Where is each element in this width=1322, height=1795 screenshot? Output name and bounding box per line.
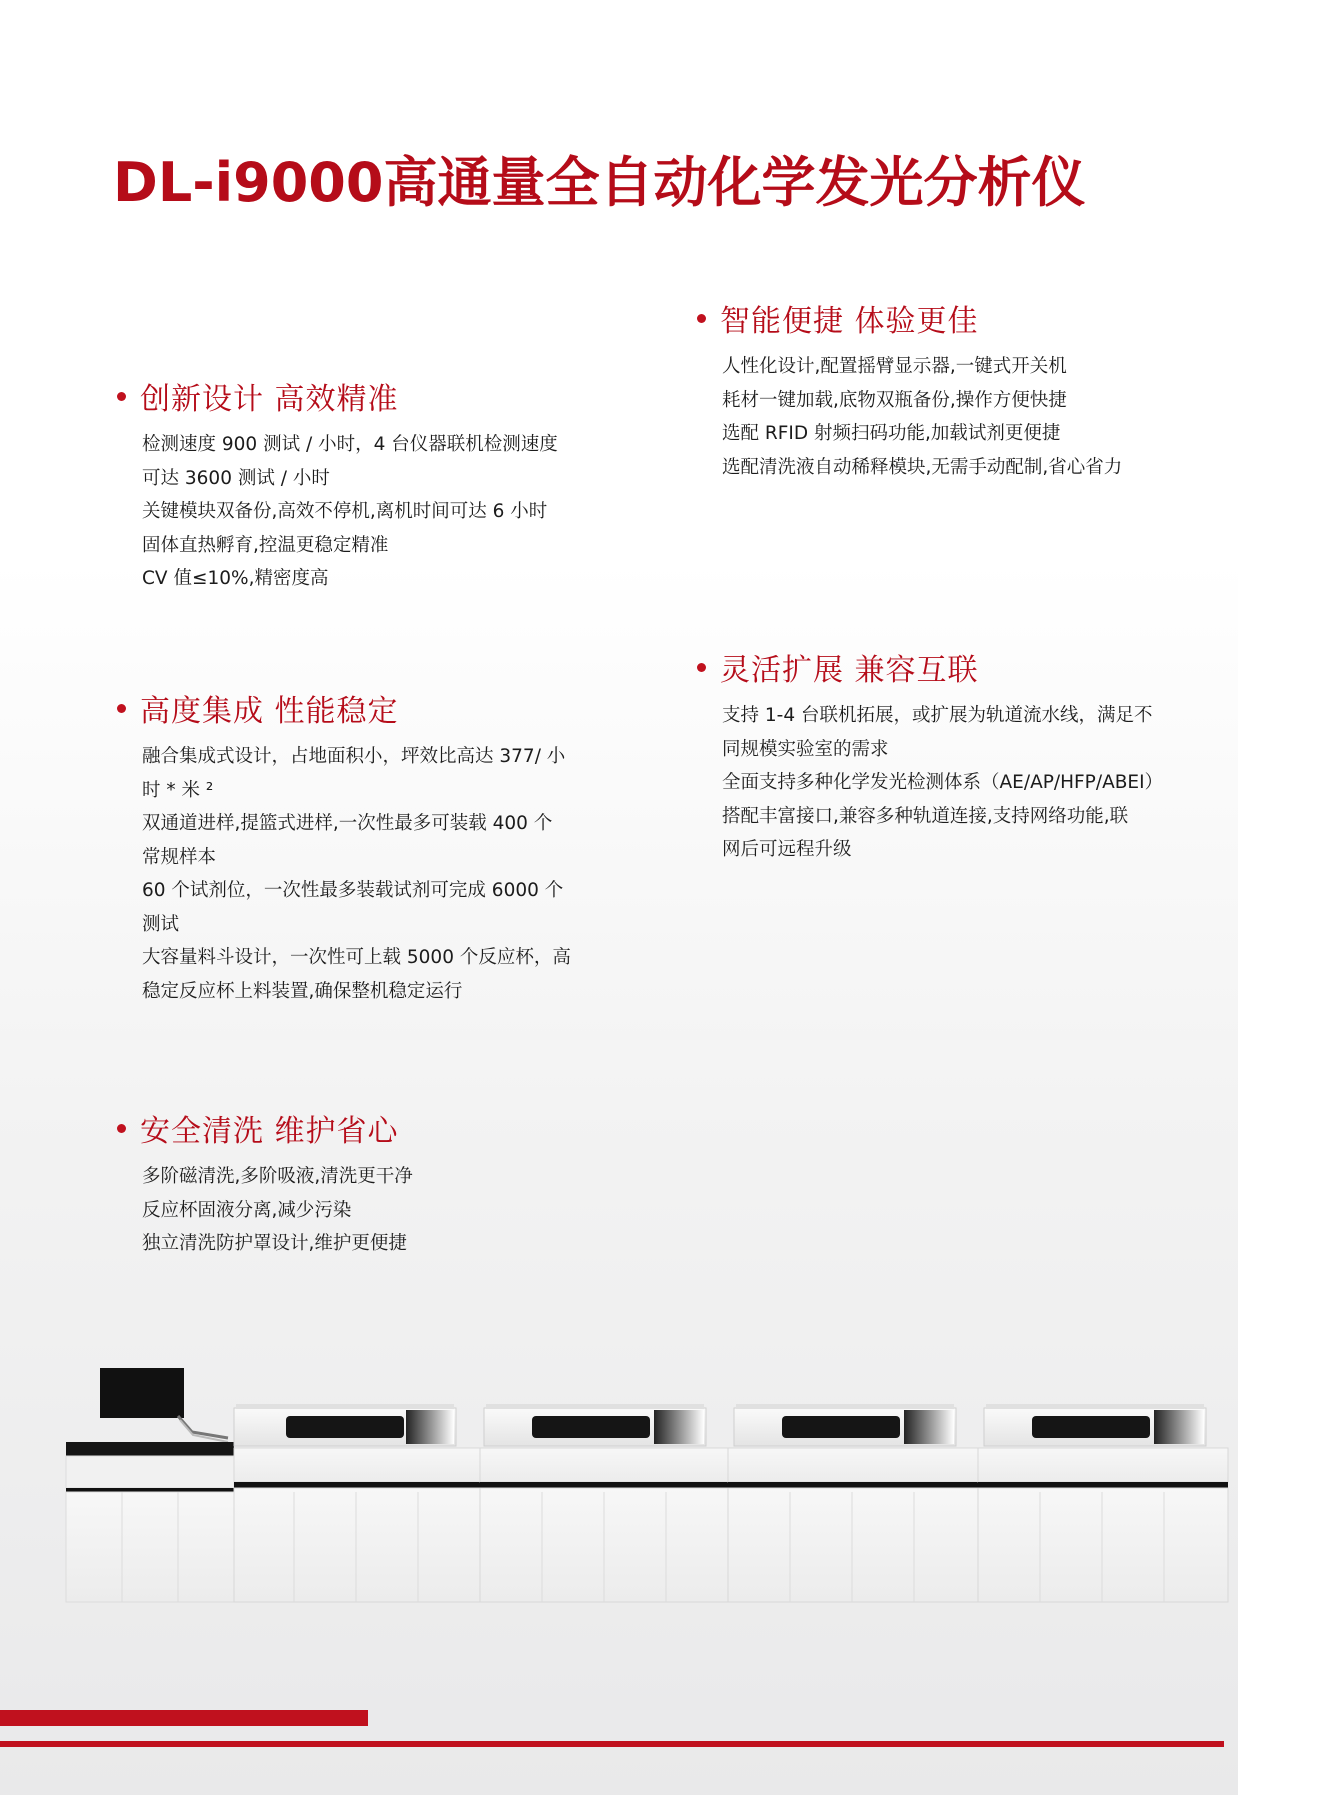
feature-line: 可达 3600 测试 / 小时 (142, 467, 330, 489)
feature-list (722, 350, 1122, 484)
analyzer-unit-4 (978, 1404, 1228, 1602)
bullet-dot-icon (117, 704, 126, 713)
feature-line: 稳定反应杯上料装置,确保整机稳定运行 (142, 980, 463, 1002)
section-integration (117, 684, 571, 1008)
feature-line: 反应杯固液分离,减少污染 (142, 1199, 352, 1221)
feature-line: 多阶磁清洗,多阶吸液,清洗更干净 (142, 1166, 413, 1187)
feature-line: 融合集成式设计，占地面积小，坪效比高达 377/ 小 (142, 746, 566, 767)
decorative-red-bar (0, 1710, 368, 1726)
feature-line: 固体直热孵育,控温更稳定精准 (142, 534, 389, 556)
feature-line: 网后可远程升级 (722, 839, 852, 860)
section-header (117, 684, 571, 732)
feature-line: 关键模块双备份,高效不停机,离机时间可达 6 小时 (142, 501, 548, 522)
feature-line: 人性化设计,配置摇臂显示器,一键式开关机 (722, 356, 1067, 377)
section-header (117, 372, 558, 420)
section-flexible (697, 643, 1163, 867)
feature-line: 同规模实验室的需求 (722, 738, 889, 760)
analyzer-unit-2 (480, 1404, 728, 1602)
analyzer-unit-3 (728, 1404, 978, 1602)
feature-line: CV 值≤10%,精密度高 (142, 568, 329, 589)
feature-line: 选配清洗液自动稀释模块,无需手动配制,省心省力 (722, 456, 1123, 478)
feature-line: 大容量料斗设计，一次性可上载 5000 个反应杯，高 (142, 947, 571, 968)
feature-line: 60 个试剂位，一次性最多装载试剂可完成 6000 个 (142, 880, 564, 901)
analyzer-unit-1 (234, 1404, 480, 1602)
feature-line: 耗材一键加载,底物双瓶备份,操作方便快捷 (722, 389, 1067, 411)
feature-line: 独立清洗防护罩设计,维护更便捷 (142, 1233, 407, 1254)
bullet-dot-icon (117, 392, 126, 401)
bullet-dot-icon (697, 663, 706, 672)
feature-line: 支持 1-4 台联机拓展，或扩展为轨道流水线，满足不 (722, 705, 1153, 726)
section-header (697, 643, 1163, 691)
page-title: DL-i9000高通量全自动化学发光分析仪 (113, 151, 1086, 214)
feature-line: 常规样本 (142, 846, 217, 868)
section-title: 创新设计 高效精准 (140, 382, 399, 417)
feature-list (142, 740, 571, 1008)
sample-loader-module (66, 1442, 234, 1602)
section-header (697, 294, 1122, 342)
bullet-dot-icon (697, 314, 706, 323)
feature-line: 搭配丰富接口,兼容多种轨道连接,支持网络功能,联 (722, 805, 1129, 827)
section-title: 智能便捷 体验更佳 (720, 304, 979, 339)
feature-line: 时 * 米 ² (142, 779, 214, 801)
analyzer-illustration (60, 1368, 1238, 1603)
right-margin-strip (1238, 0, 1322, 1795)
section-smart (697, 294, 1122, 484)
decorative-red-line (0, 1741, 1224, 1747)
feature-list (722, 699, 1163, 867)
feature-line: 选配 RFID 射频扫码功能,加载试剂更便捷 (722, 423, 1061, 444)
feature-line: 检测速度 900 测试 / 小时，4 台仪器联机检测速度 (142, 434, 558, 455)
section-cleaning (117, 1104, 413, 1261)
feature-list (142, 1160, 413, 1261)
bullet-dot-icon (117, 1124, 126, 1133)
feature-line: 测试 (142, 913, 180, 935)
section-title: 安全清洗 维护省心 (140, 1114, 399, 1149)
section-header (117, 1104, 413, 1152)
monitor-icon (100, 1368, 228, 1442)
section-title: 高度集成 性能稳定 (140, 694, 399, 729)
feature-line: 全面支持多种化学发光检测体系（AE/AP/HFP/ABEI） (722, 772, 1164, 793)
section-title: 灵活扩展 兼容互联 (720, 653, 979, 688)
feature-list (142, 428, 558, 596)
feature-line: 双通道进样,提篮式进样,一次性最多可装载 400 个 (142, 813, 553, 834)
section-innovation (117, 372, 558, 596)
